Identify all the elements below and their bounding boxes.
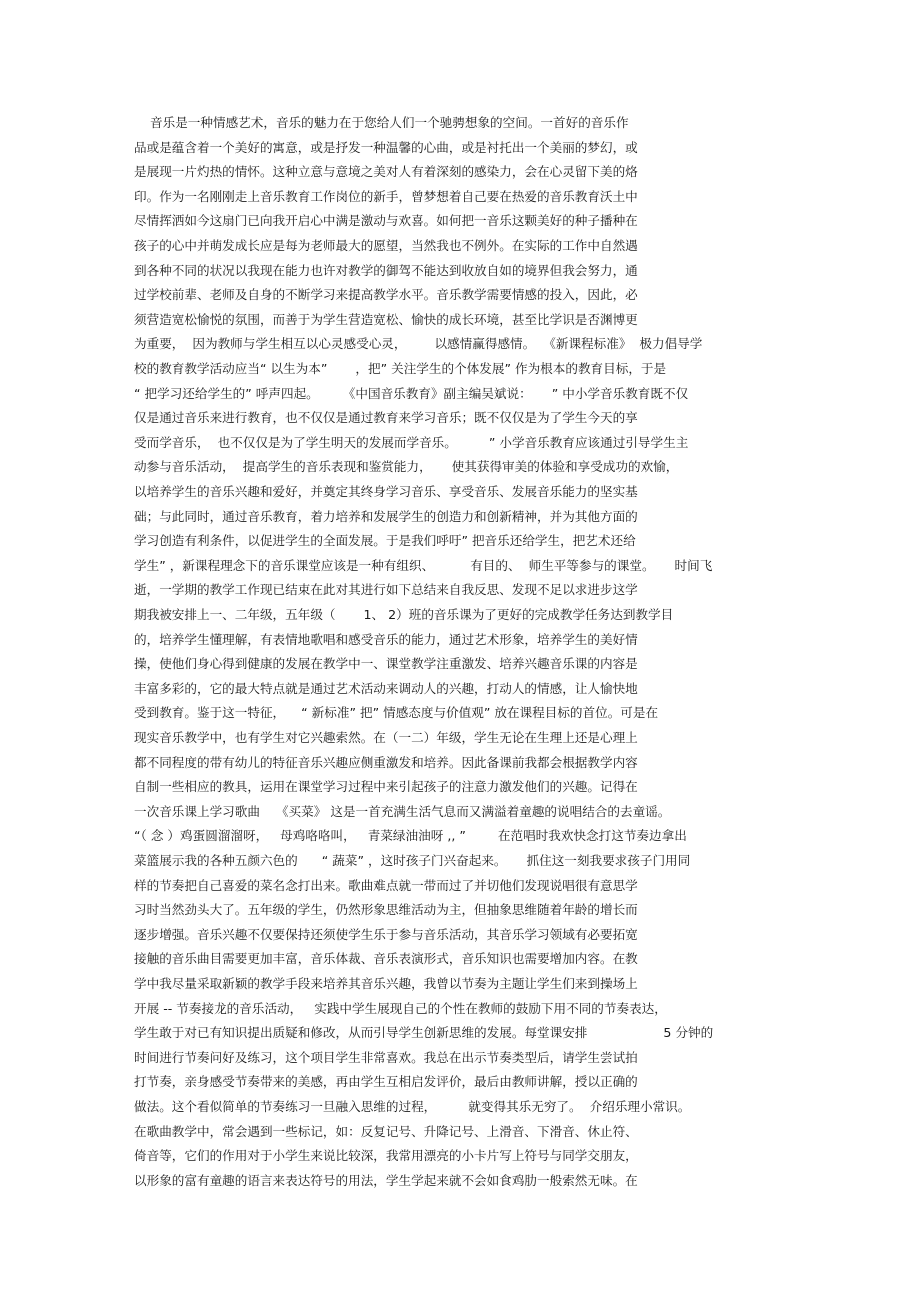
text-line: 习时当然劲头大了。五年级的学生，仍然形象思维活动为主，但抽象思维随着年龄的增长而 bbox=[134, 902, 638, 918]
text-line: 接触的音乐曲目需要更加丰富，音乐体裁、音乐表演形式，音乐知识也需要增加内容。在教 bbox=[134, 951, 638, 967]
text-line: 仅是通过音乐来进行教育，也不仅仅是通过教育来学习音乐；既不仅仅是为了学生今天的享 bbox=[134, 410, 638, 426]
text-line: 学生敢于对已有知识提出质疑和修改，从而引导学生创新思维的发展。每堂课安排 5 分钟的 bbox=[134, 1025, 714, 1041]
text-line: 尽情挥洒如今这扇门已向我开启心中满是激动与欢喜。如何把一音乐这颗美好的种子播种在 bbox=[134, 213, 638, 229]
text-line: 学生” ，新课程理念下的音乐课堂应该是一种有组织、 有目的、 师生平等参与的课堂。 时间飞 bbox=[134, 557, 713, 573]
text-line: 础；与此同时，通过音乐教育，着力培养和发展学生的创造力和创新精神，并为其他方面的 bbox=[134, 508, 638, 524]
text-line: 逝，一学期的教学工作现已结束在此对其进行如下总结来自我反思、发现不足以求进步这学 bbox=[134, 582, 638, 598]
text-line: 都不同程度的带有幼儿的特征音乐兴趣应侧重激发和培养。因此备课前我都会根据教学内容 bbox=[134, 754, 638, 770]
text-line: 的，培养学生懂理解，有表情地歌唱和感受音乐的能力，通过艺术形象，培养学生的美好情 bbox=[134, 631, 638, 647]
text-line: 时间进行节奏问好及练习，这个项目学生非常喜欢。我总在出示节奏类型后，请学生尝试拍 bbox=[134, 1049, 638, 1065]
text-line: 在歌曲教学中，常会遇到一些标记，如：反复记号、升降记号、上滑音、下滑音、休止符、 bbox=[134, 1123, 638, 1139]
text-line: 音乐是一种情感艺术，音乐的魅力在于您给人们一个驰骋想象的空间。一首好的音乐作 bbox=[134, 115, 629, 130]
text-line: 校的教育教学活动应当“ 以生为本” ，把” 关注学生的个体发展” 作为根本的教育目标，于是 bbox=[134, 361, 667, 376]
text-line: 受到教育。鉴于这一特征， “ 新标准” 把” 情感态度与价值观” 放在课程目标的首位。可是在 bbox=[134, 705, 659, 721]
text-line: 期我被安排上一、二年级，五年级（ 1、 2）班的音乐课为了更好的完成教学任务达到教学目 bbox=[134, 607, 674, 622]
text-line: 须营造宽松愉悦的氛围，而善于为学生营造宽松、愉快的成长环境，甚至比学识是否渊博更 bbox=[134, 311, 638, 327]
text-line: 菜篮展示我的各种五颜六色的 “ 蔬菜” ，这时孩子门兴奋起来。 抓住这一刻我要求孩子门用同 bbox=[134, 853, 691, 868]
text-line: 学中我尽量采取新颖的教学手段来培养其音乐兴趣，我曾以节奏为主题让学生们来到操场上 bbox=[134, 976, 638, 991]
text-line: 丰富多彩的，它的最大特点就是通过艺术活动来调动人的兴趣，打动人的情感，让人愉快地 bbox=[134, 680, 638, 696]
text-line: 学习创造有利条件，以促进学生的全面发展。于是我们呼吁” 把音乐还给学生，把艺术还给 bbox=[134, 533, 636, 549]
text-line: 开展 -- 节奏接龙的音乐活动， 实践中学生展现自己的个性在教师的鼓励下用不同的节奏表达， bbox=[134, 1000, 667, 1016]
text-line: 是展现一片灼热的情怀。这种立意与意境之美对人有着深刻的感染力，会在心灵留下美的烙 bbox=[134, 164, 638, 180]
text-line: 操，使他们身心得到健康的发展在教学中一、课堂教学注重激发、培养兴趣音乐课的内容是 bbox=[134, 656, 638, 672]
text-line: 以形象的富有童趣的语言来表达符号的用法，学生学起来就不会如食鸡肋一般索然无味。在 bbox=[134, 1172, 638, 1188]
text-line: 样的节奏把自己喜爱的菜名念打出来。歌曲难点就一带而过了并切他们发现说唱很有意思学 bbox=[134, 877, 638, 893]
text-line: 为重要， 因为教师与学生相互以心灵感受心灵， 以感情赢得感情。 《新课程标准》 极力倡导学 bbox=[134, 336, 703, 352]
text-line: 倚音等，它们的作用对于小学生来说比较深，我常用漂亮的小卡片写上符号与同学交朋友， bbox=[134, 1148, 638, 1164]
text-line: 做法。这个看似简单的节奏练习一旦融入思维的过程， 就变得其乐无穷了。 介绍乐理小常识。 bbox=[134, 1099, 691, 1114]
text-line: 逐步增强。音乐兴趣不仅要保持还须使学生乐于参与音乐活动，其音乐学习领域有必要拓宽 bbox=[134, 926, 638, 942]
text-line: 打节奏，亲身感受节奏带来的美感，再由学生互相启发评价，最后由教师讲解，授以正确的 bbox=[134, 1074, 638, 1090]
text-line: 以培养学生的音乐兴趣和爱好，并奠定其终身学习音乐、享受音乐、发展音乐能力的坚实基 bbox=[134, 484, 638, 499]
text-line: 现实音乐教学中，也有学生对它兴趣索然。在（一二）年级，学生无论在生理上还是心理上 bbox=[134, 730, 638, 745]
text-line: 孩子的心中并萌发成长应是每为老师最大的愿望，当然我也不例外。在实际的工作中自然遇 bbox=[134, 238, 638, 253]
text-line: 自制一些相应的教具，运用在课堂学习过程中来引起孩子的注意力激发他们的兴趣。记得在 bbox=[134, 779, 638, 795]
text-line: “ 把学习还给学生的” 呼声四起。 《中国音乐教育》副主编吴斌说： ” 中小学音乐教育既不仅 bbox=[134, 385, 689, 401]
text-line: 品或是蕴含着一个美好的寓意，或是抒发一种温馨的心曲，或是衬托出一个美丽的梦幻，或 bbox=[134, 139, 638, 155]
text-line: 动参与音乐活动， 提高学生的音乐表现和鉴赏能力， 使其获得审美的体验和享受成功的欢愉， bbox=[134, 459, 679, 475]
text-line: 到各种不同的状况以我现在能力也许对教学的御驾不能达到收放自如的境界但我会努力，通 bbox=[134, 262, 638, 278]
text-line: 受而学音乐， 也不仅仅是为了学生明天的发展而学音乐。 ” 小学音乐教育应该通过引导学生主 bbox=[134, 434, 689, 450]
text-line: 过学校前辈、老师及自身的不断学习来提高教学水平。音乐教学需要情感的投入，因此，必 bbox=[134, 287, 638, 303]
text-line: 印。作为一名刚刚走上音乐教育工作岗位的新手，曾梦想着自己要在热爱的音乐教育沃土中 bbox=[134, 188, 638, 204]
text-line: “（ 念 ）鸡蛋圆溜溜呀， 母鸡咯咯叫， 青菜绿油油呀 ,, ” 在范唱时我欢快念打这节奏边拿出 bbox=[134, 828, 687, 844]
text-line: 一次音乐课上学习歌曲 《买菜》 这是一首充满生活气息而又满溢着童趣的说唱结合的去童谣。 bbox=[134, 803, 671, 819]
